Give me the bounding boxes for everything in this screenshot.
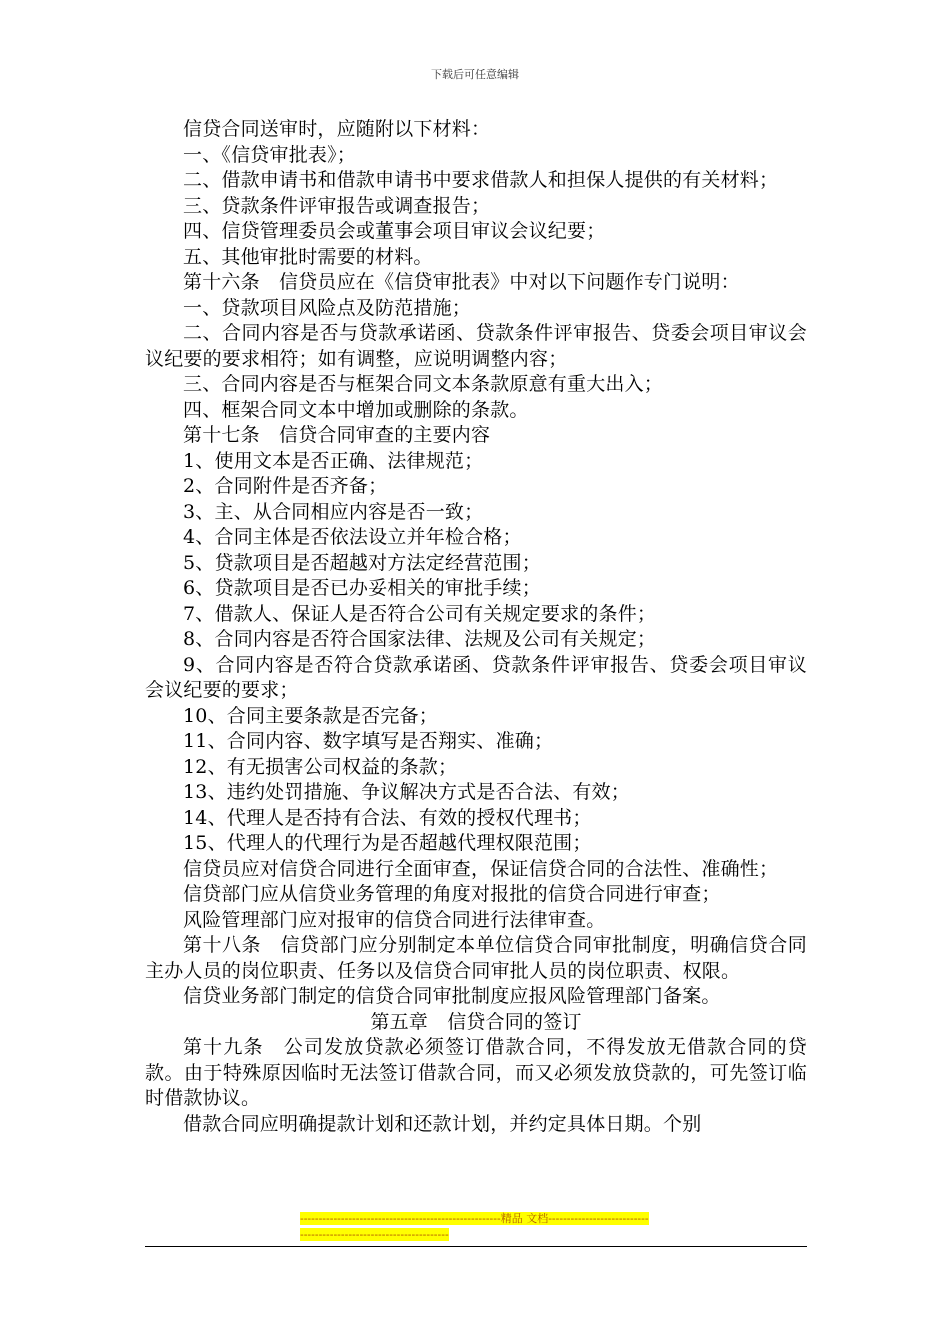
paragraph: 9、合同内容是否符合贷款承诺函、贷款条件评审报告、贷委会项目审议会议纪要的要求； — [145, 653, 807, 701]
page-header: 下载后可任意编辑 — [431, 68, 519, 81]
paragraph: 15、代理人的代理行为是否超越代理权限范围； — [183, 832, 592, 854]
paragraph: 第十六条 信贷员应在《信贷审批表》中对以下问题作专门说明： — [183, 271, 740, 293]
footer-watermark-text: ------------------------------------------------------精品 文档------------------------------------------------------------------- — [300, 1212, 649, 1241]
paragraph: 一、贷款项目风险点及防范措施； — [183, 296, 472, 319]
paragraph: 信贷部门应从信贷业务管理的角度对报批的信贷合同进行审查； — [183, 883, 721, 905]
paragraph: 四、框架合同文本中增加或删除的条款。 — [183, 398, 529, 421]
paragraph: 三、贷款条件评审报告或调查报告； — [183, 194, 491, 217]
footer-watermark — [300, 1211, 650, 1243]
paragraph: 一、《信贷审批表》； — [183, 143, 357, 166]
chapter-heading: 第五章 信贷合同的签订 — [370, 1010, 582, 1033]
paragraph: 13、违约处罚措施、争议解决方式是否合法、有效； — [183, 781, 630, 803]
document-body — [145, 117, 807, 1137]
paragraph: 12、有无损害公司权益的条款； — [183, 755, 458, 778]
paragraph: 1、使用文本是否正确、法律规范； — [183, 449, 484, 472]
paragraph: 10、合同主要条款是否完备； — [183, 704, 438, 727]
paragraph: 3、主、从合同相应内容是否一致； — [183, 500, 484, 523]
paragraph: 7、借款人、保证人是否符合公司有关规定要求的条件； — [183, 602, 657, 625]
paragraph: 第十七条 信贷合同审查的主要内容 — [183, 424, 491, 446]
paragraph: 二、合同内容是否与贷款承诺函、贷款条件评审报告、贷委会项目审议会议纪要的要求相符；如有调整，应说明调整内容； — [145, 322, 807, 370]
paragraph: 二、借款申请书和借款申请书中要求借款人和担保人提供的有关材料； — [183, 169, 779, 191]
paragraph: 11、合同内容、数字填写是否翔实、准确； — [183, 730, 554, 752]
footer-divider — [145, 1246, 807, 1247]
paragraph: 2、合同附件是否齐备； — [183, 475, 388, 497]
paragraph: 4、合同主体是否依法设立并年检合格； — [183, 526, 522, 548]
paragraph: 五、其他审批时需要的材料。 — [183, 245, 433, 268]
paragraph: 第十九条 公司发放贷款必须签订借款合同，不得发放无借款合同的贷款。由于特殊原因临时无法签订借款合同，而又必须发放贷款的，可先签订临时借款协议。 — [145, 1036, 807, 1109]
paragraph: 第十八条 信贷部门应分别制定本单位信贷合同审批制度，明确信贷合同主办人员的岗位职责、任务以及信贷合同审批人员的岗位职责、权限。 — [145, 934, 807, 982]
paragraph: 风险管理部门应对报审的信贷合同进行法律审查。 — [183, 908, 606, 931]
paragraph: 信贷业务部门制定的信贷合同审批制度应报风险管理部门备案。 — [183, 985, 721, 1007]
paragraph: 5、贷款项目是否超越对方法定经营范围； — [183, 551, 541, 574]
paragraph: 四、信贷管理委员会或董事会项目审议会议纪要； — [183, 220, 606, 242]
paragraph: 信贷合同送审时，应随附以下材料： — [183, 118, 491, 140]
paragraph: 信贷员应对信贷合同进行全面审查，保证信贷合同的合法性、准确性； — [183, 857, 779, 880]
paragraph: 借款合同应明确提款计划和还款计划，并约定具体日期。个别 — [183, 1112, 702, 1135]
paragraph: 14、代理人是否持有合法、有效的授权代理书； — [183, 806, 592, 829]
paragraph: 三、合同内容是否与框架合同文本条款原意有重大出入； — [183, 373, 664, 395]
paragraph: 8、合同内容是否符合国家法律、法规及公司有关规定； — [183, 628, 657, 650]
paragraph: 6、贷款项目是否已办妥相关的审批手续； — [183, 577, 541, 599]
